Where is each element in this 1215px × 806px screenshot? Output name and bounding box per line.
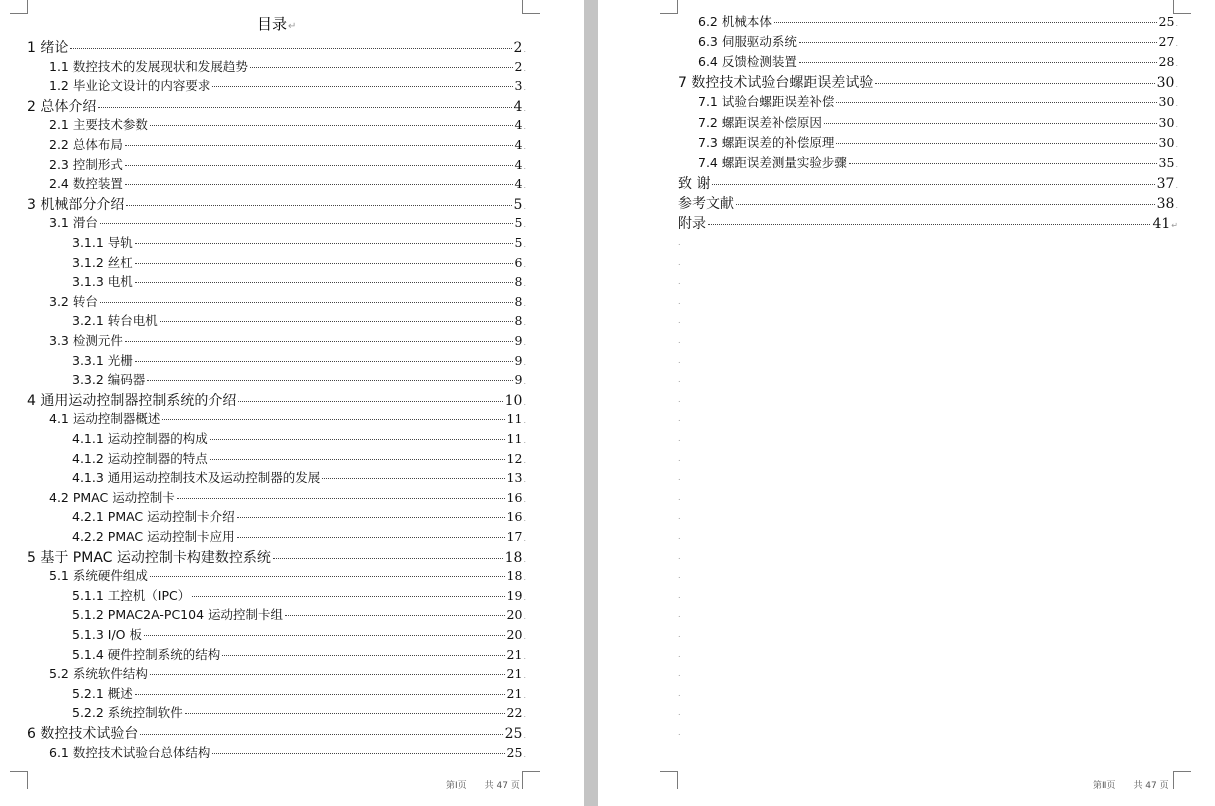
toc-entry-title: 3.2.1 转台电机	[72, 313, 158, 329]
toc-entry[interactable]	[27, 409, 526, 427]
toc-entry-title: 5.1.2 PMAC2A-PC104 运动控制卡组	[72, 607, 283, 623]
paragraph-mark: .	[523, 749, 526, 759]
toc-entry[interactable]	[27, 723, 526, 743]
paragraph-mark: .	[1175, 180, 1178, 190]
toc-entry[interactable]	[678, 72, 1178, 92]
paragraph-mark: .	[523, 338, 526, 347]
toc-entry-title: 1.1 数控技术的发展现状和发展趋势	[49, 58, 248, 74]
toc-entry-title: 3.3.2 编码器	[72, 372, 146, 388]
toc-entry-title: 5 基于 PMAC 运动控制卡构建数控系统	[27, 549, 271, 566]
paragraph-mark: .	[523, 690, 526, 700]
paragraph-mark: .	[523, 436, 526, 445]
toc-entry-title: 5.1.3 I/O 板	[72, 627, 142, 642]
dot-leader	[140, 734, 502, 735]
empty-paragraph-mark: .	[678, 728, 681, 737]
toc-entry-page-number: 30	[1158, 94, 1175, 110]
paragraph-mark: .	[523, 357, 526, 367]
dot-leader	[712, 184, 1154, 185]
toc-entry[interactable]	[27, 331, 526, 349]
toc-entry[interactable]	[27, 429, 526, 447]
dot-leader	[774, 22, 1157, 23]
toc-entry[interactable]	[27, 468, 526, 486]
empty-paragraph-mark: .	[678, 316, 681, 326]
toc-entry-page-number: 19	[506, 587, 523, 603]
toc-entry-title: 2.2 总体布局	[49, 137, 123, 152]
toc-entry-page-number: 9	[514, 352, 523, 368]
paragraph-mark: .	[523, 103, 526, 113]
dot-leader	[875, 83, 1154, 84]
paragraph-mark: .	[523, 455, 526, 465]
dot-leader	[135, 282, 513, 283]
toc-entry-title: 2.3 控制形式	[49, 156, 123, 172]
toc-entry[interactable]	[678, 193, 1178, 213]
footer-page-number: 第Ⅰ页	[446, 781, 467, 791]
toc-entry-page-number: 8	[514, 313, 523, 329]
empty-paragraph-mark: .	[678, 336, 681, 345]
toc-entry-page-number: 5	[513, 196, 523, 213]
toc-entry-page-number: 41	[1152, 216, 1171, 232]
dot-leader	[708, 224, 1150, 225]
toc-entry-page-number: 8	[514, 274, 523, 290]
toc-entry-page-number: 28	[1158, 54, 1175, 70]
toc-entry-page-number: 30	[1158, 134, 1175, 150]
dot-leader	[135, 361, 513, 362]
toc-entry-title: 2 总体介绍	[27, 98, 97, 115]
toc-entry[interactable]	[27, 527, 526, 545]
dot-leader	[125, 145, 513, 146]
dot-leader	[162, 419, 504, 420]
paragraph-mark: .	[523, 416, 526, 426]
dot-leader	[824, 123, 1157, 124]
empty-paragraph-mark: .	[678, 630, 681, 639]
toc-entry-title: 6 数控技术试验台	[27, 726, 139, 742]
toc-entry-page-number: 25	[506, 744, 523, 760]
empty-paragraph-mark: .	[678, 551, 681, 561]
toc-entry-page-number: 38	[1156, 195, 1175, 212]
dot-leader	[210, 439, 505, 440]
paragraph-mark: .	[523, 573, 526, 583]
empty-paragraph-mark: .	[678, 394, 681, 404]
toc-entry[interactable]	[27, 272, 526, 290]
dot-leader	[98, 107, 511, 108]
toc-entry-page-number: 35	[1158, 154, 1175, 170]
toc-entry-page-number: 11	[506, 431, 523, 446]
toc-entry[interactable]	[27, 292, 526, 310]
toc-entry-title: 5.2 系统软件结构	[49, 666, 148, 682]
toc-entry[interactable]	[27, 96, 526, 116]
toc-entry-page-number: 3	[514, 78, 523, 94]
empty-paragraph-mark: .	[678, 355, 681, 365]
toc-entry[interactable]	[27, 76, 526, 94]
toc-entry-title: 7.2 螺距误差补偿原因	[698, 114, 822, 130]
paragraph-mark: .	[523, 612, 526, 622]
toc-entry-title: 3.1.1 导轨	[72, 235, 133, 250]
toc-entry[interactable]	[678, 52, 1178, 70]
paragraph-mark: .	[523, 161, 526, 171]
dot-leader	[212, 753, 504, 754]
toc-entry[interactable]	[678, 12, 1178, 30]
dot-leader	[125, 184, 513, 185]
toc-entry-page-number: 13	[506, 470, 523, 486]
toc-entry[interactable]	[27, 253, 526, 271]
crop-mark	[660, 0, 678, 14]
dot-leader	[250, 67, 513, 68]
toc-entry-page-number: 22	[506, 705, 523, 721]
paragraph-mark: .	[523, 632, 526, 641]
toc-entry-page-number: 18	[504, 549, 523, 566]
paragraph-mark: .	[1175, 99, 1178, 109]
paragraph-mark: .	[523, 220, 526, 230]
toc-entry-title: 致 谢	[678, 175, 711, 192]
paragraph-mark: .	[523, 201, 526, 211]
toc-entry[interactable]	[678, 92, 1178, 110]
empty-paragraph-mark: .	[678, 708, 681, 718]
paragraph-mark: .	[1175, 39, 1178, 49]
toc-entry-page-number: 25	[1158, 14, 1175, 29]
dot-leader	[147, 380, 512, 381]
footer-total-pages: 共 47 页	[1133, 781, 1169, 791]
paragraph-mark: .	[523, 63, 526, 73]
toc-entry-page-number: 2	[513, 40, 523, 56]
toc-entry-page-number: 12	[506, 450, 523, 466]
empty-paragraph-mark: .	[678, 571, 681, 581]
page-footer	[1093, 778, 1169, 791]
paragraph-mark: .	[523, 45, 526, 54]
toc-entry[interactable]	[678, 133, 1178, 151]
paragraph-mark: .	[523, 298, 526, 308]
toc-entry-title: 4.2 PMAC 运动控制卡	[49, 489, 175, 505]
dot-leader	[736, 204, 1155, 205]
empty-paragraph-mark: .	[678, 473, 681, 483]
toc-entry[interactable]	[27, 645, 526, 663]
paragraph-mark: .	[523, 475, 526, 485]
toc-entry-title: 6.1 数控技术试验台总体结构	[49, 744, 211, 760]
empty-paragraph-mark: .	[678, 434, 681, 443]
toc-entry-title: 5.2.2 系统控制软件	[72, 705, 183, 721]
toc-entry-title: 6.2 机械本体	[698, 14, 772, 29]
toc-entry-title: 3.1.3 电机	[72, 274, 133, 290]
dot-leader	[150, 125, 513, 126]
toc-entry[interactable]	[27, 664, 526, 682]
paragraph-mark: .	[523, 710, 526, 720]
dot-leader	[237, 537, 505, 538]
toc-entry-list	[678, 12, 1178, 237]
toc-entry-page-number: 16	[506, 489, 523, 505]
empty-paragraph-mark: .	[678, 277, 681, 287]
dot-leader	[799, 42, 1157, 43]
toc-entry[interactable]	[27, 115, 526, 133]
toc-entry-title: 4.1 运动控制器概述	[49, 411, 161, 427]
paragraph-mark: .	[1175, 159, 1178, 169]
empty-paragraph-mark: .	[678, 532, 681, 541]
dot-leader	[125, 165, 513, 166]
paragraph-mark: .	[523, 651, 526, 661]
toc-entry-page-number: 5	[514, 235, 523, 250]
paragraph-mark: .	[523, 83, 526, 93]
empty-paragraph-mark: .	[678, 688, 681, 698]
empty-paragraph-mark: .	[678, 492, 681, 502]
paragraph-mark: .	[1175, 119, 1178, 129]
toc-entry[interactable]	[27, 547, 526, 567]
toc-entry[interactable]	[27, 507, 526, 525]
document-page-1[interactable]	[0, 0, 584, 806]
paragraph-mark: .	[523, 122, 526, 132]
toc-entry-page-number: 11	[506, 411, 523, 427]
toc-entry-title: 2.1 主要技术参数	[49, 117, 148, 133]
toc-entry-page-number: 30	[1158, 114, 1175, 130]
paragraph-mark: .	[523, 318, 526, 328]
crop-mark	[522, 0, 540, 14]
toc-entry-title: 3 机械部分介绍	[27, 196, 125, 213]
dot-leader	[177, 498, 505, 499]
toc-entry-page-number: 37	[1156, 175, 1175, 192]
paragraph-mark: .	[523, 494, 526, 504]
toc-entry[interactable]	[27, 566, 526, 584]
toc-title	[257, 13, 296, 34]
dot-leader	[285, 615, 505, 616]
paragraph-mark: .	[1175, 80, 1178, 90]
toc-entry-page-number: 30	[1156, 75, 1175, 92]
toc-entry-page-number: 8	[514, 293, 523, 309]
dot-leader	[185, 713, 505, 714]
toc-entry-title: 5.1.4 硬件控制系统的结构	[72, 646, 221, 662]
paragraph-mark: .	[1175, 200, 1178, 210]
paragraph-mark: .	[523, 592, 526, 602]
toc-entry-title: 3.3 检测元件	[49, 333, 123, 348]
toc-entry-page-number: 4	[514, 176, 523, 192]
dot-leader	[273, 558, 503, 559]
toc-entry-title: 参考文献	[678, 195, 734, 212]
dot-leader	[125, 341, 513, 342]
toc-entry-page-number: 20	[506, 627, 523, 642]
paragraph-mark: .	[523, 514, 526, 524]
toc-entry[interactable]	[27, 311, 526, 329]
dot-leader	[799, 62, 1157, 63]
toc-entry[interactable]	[678, 32, 1178, 50]
dot-leader	[150, 674, 505, 675]
dot-leader	[100, 223, 513, 224]
paragraph-mark: .	[1175, 139, 1178, 149]
paragraph-mark: .	[523, 671, 526, 681]
dot-leader	[322, 478, 504, 479]
toc-entry[interactable]	[27, 213, 526, 231]
toc-entry[interactable]	[27, 351, 526, 369]
toc-entry-title: 4.1.3 通用运动控制技术及运动控制器的发展	[72, 470, 321, 486]
paragraph-mark: .	[523, 731, 526, 740]
toc-entry-title: 7.1 试验台螺距误差补偿	[698, 94, 835, 110]
empty-paragraph-mark: .	[678, 257, 681, 267]
page-footer	[446, 778, 520, 791]
footer-page-number: 第Ⅱ页	[1093, 781, 1116, 791]
toc-entry-title: 3.1.2 丝杠	[72, 254, 133, 270]
crop-mark	[522, 771, 540, 789]
toc-entry[interactable]	[678, 153, 1178, 171]
toc-entry-page-number: 4	[513, 98, 523, 115]
toc-entry-title: 3.2 转台	[49, 293, 98, 309]
dot-leader	[150, 576, 505, 577]
toc-entry[interactable]	[27, 684, 526, 702]
toc-entry-page-number: 18	[506, 568, 523, 584]
toc-entry-page-number: 10	[504, 392, 523, 409]
paragraph-mark: .	[523, 240, 526, 249]
toc-entry-title: 4 通用运动控制器控制系统的介绍	[27, 392, 237, 409]
empty-paragraph-mark: .	[678, 296, 681, 306]
toc-entry-page-number: 17	[506, 529, 523, 544]
toc-entry[interactable]	[27, 743, 526, 761]
toc-entry[interactable]	[27, 37, 526, 57]
dot-leader	[192, 596, 504, 597]
dot-leader	[70, 48, 511, 49]
toc-entry[interactable]	[27, 586, 526, 604]
toc-entry[interactable]	[27, 370, 526, 388]
paragraph-mark: ↵	[288, 21, 297, 32]
toc-entry[interactable]	[27, 155, 526, 173]
toc-entry[interactable]	[27, 449, 526, 467]
empty-paragraph-mark: .	[678, 375, 681, 385]
footer-total-pages: 共 47 页	[484, 781, 520, 791]
paragraph-mark: .	[523, 181, 526, 191]
toc-entry-title: 4.1.1 运动控制器的构成	[72, 431, 208, 446]
toc-entry-page-number: 4	[514, 117, 523, 133]
toc-entry[interactable]	[27, 390, 526, 410]
dot-leader	[238, 401, 502, 402]
toc-entry-page-number: 27	[1158, 34, 1175, 50]
dot-leader	[126, 205, 511, 206]
dot-leader	[836, 102, 1156, 103]
empty-paragraph-mark: .	[678, 649, 681, 659]
dot-leader	[237, 517, 505, 518]
dot-leader	[160, 321, 513, 322]
dot-leader	[836, 143, 1156, 144]
toc-entry-title: 6.3 伺服驱动系统	[698, 34, 797, 50]
page-gutter	[584, 0, 598, 806]
document-page-2[interactable]	[598, 0, 1215, 806]
toc-entry[interactable]	[27, 625, 526, 643]
dot-leader	[210, 459, 505, 460]
toc-entry-title: 4.2.2 PMAC 运动控制卡应用	[72, 529, 235, 544]
toc-entry[interactable]	[678, 113, 1178, 131]
paragraph-mark: .	[523, 554, 526, 564]
dot-leader	[100, 302, 513, 303]
toc-entry[interactable]	[27, 605, 526, 623]
toc-entry-title: 7.4 螺距误差测量实验步骤	[698, 154, 847, 170]
empty-paragraph-mark: .	[678, 610, 681, 620]
toc-entry-page-number: 9	[514, 372, 523, 388]
toc-entry[interactable]	[27, 174, 526, 192]
toc-entry-page-number: 21	[506, 685, 523, 701]
empty-paragraph-mark: .	[678, 512, 681, 522]
toc-entry-title: 3.3.1 光栅	[72, 352, 133, 368]
empty-paragraph-mark: .	[678, 453, 681, 463]
toc-entry-page-number: 20	[506, 607, 523, 623]
toc-entry-title: 1 绪论	[27, 40, 69, 56]
paragraph-mark: ↵	[1171, 221, 1178, 230]
dot-leader	[135, 694, 505, 695]
toc-entry[interactable]	[27, 57, 526, 75]
paragraph-mark: .	[523, 534, 526, 543]
dot-leader	[135, 263, 513, 264]
paragraph-mark: .	[1175, 59, 1178, 69]
toc-title-text: 目录	[257, 15, 288, 33]
toc-entry-list	[27, 37, 526, 772]
paragraph-mark: .	[1175, 19, 1178, 28]
toc-entry[interactable]	[678, 213, 1178, 233]
toc-entry-title: 5.1 系统硬件组成	[49, 568, 148, 584]
toc-entry-page-number: 9	[514, 333, 523, 348]
dot-leader	[212, 86, 512, 87]
paragraph-mark: .	[523, 142, 526, 151]
toc-entry-page-number: 21	[506, 646, 523, 662]
toc-entry-page-number: 25	[504, 726, 523, 742]
toc-entry-title: 7.3 螺距误差的补偿原理	[698, 134, 835, 150]
crop-mark	[10, 771, 28, 789]
toc-entry[interactable]	[27, 488, 526, 506]
toc-entry-title: 6.4 反馈检测装置	[698, 54, 797, 70]
toc-entry-title: 5.1.1 工控机（IPC）	[72, 587, 191, 603]
toc-entry-page-number: 4	[514, 137, 523, 152]
dot-leader	[144, 635, 505, 636]
toc-entry[interactable]	[27, 194, 526, 214]
toc-entry-page-number: 5	[514, 215, 523, 231]
toc-entry-page-number: 21	[506, 666, 523, 682]
toc-entry-page-number: 2	[514, 58, 523, 74]
dot-leader	[222, 655, 504, 656]
toc-entry[interactable]	[27, 135, 526, 153]
toc-entry-page-number: 16	[506, 509, 523, 525]
crop-mark	[1173, 771, 1191, 789]
dot-leader	[135, 243, 513, 244]
toc-entry-title: 1.2 毕业论文设计的内容要求	[49, 78, 211, 94]
dot-leader	[849, 163, 1157, 164]
crop-mark	[10, 0, 28, 14]
toc-entry-title: 4.1.2 运动控制器的特点	[72, 450, 208, 466]
empty-paragraph-mark: .	[678, 590, 681, 600]
toc-entry[interactable]	[678, 173, 1178, 193]
toc-entry-title: 4.2.1 PMAC 运动控制卡介绍	[72, 509, 235, 525]
toc-entry-title: 7 数控技术试验台螺距误差试验	[678, 75, 874, 92]
toc-entry[interactable]	[27, 233, 526, 251]
toc-entry-page-number: 4	[514, 156, 523, 172]
toc-entry-title: 2.4 数控装置	[49, 176, 123, 192]
empty-paragraph-mark: .	[678, 414, 681, 424]
toc-entry-title: 5.2.1 概述	[72, 685, 133, 701]
paragraph-mark: .	[523, 377, 526, 387]
crop-mark	[660, 771, 678, 789]
paragraph-mark: .	[523, 397, 526, 407]
toc-entry-page-number: 6	[514, 254, 523, 270]
empty-paragraph-mark: .	[678, 669, 681, 679]
toc-entry[interactable]	[27, 703, 526, 721]
toc-entry-title: 附录	[678, 216, 706, 232]
paragraph-mark: .	[523, 279, 526, 289]
empty-paragraph-mark: .	[678, 238, 681, 247]
toc-entry-title: 3.1 滑台	[49, 215, 98, 231]
paragraph-mark: .	[523, 259, 526, 269]
